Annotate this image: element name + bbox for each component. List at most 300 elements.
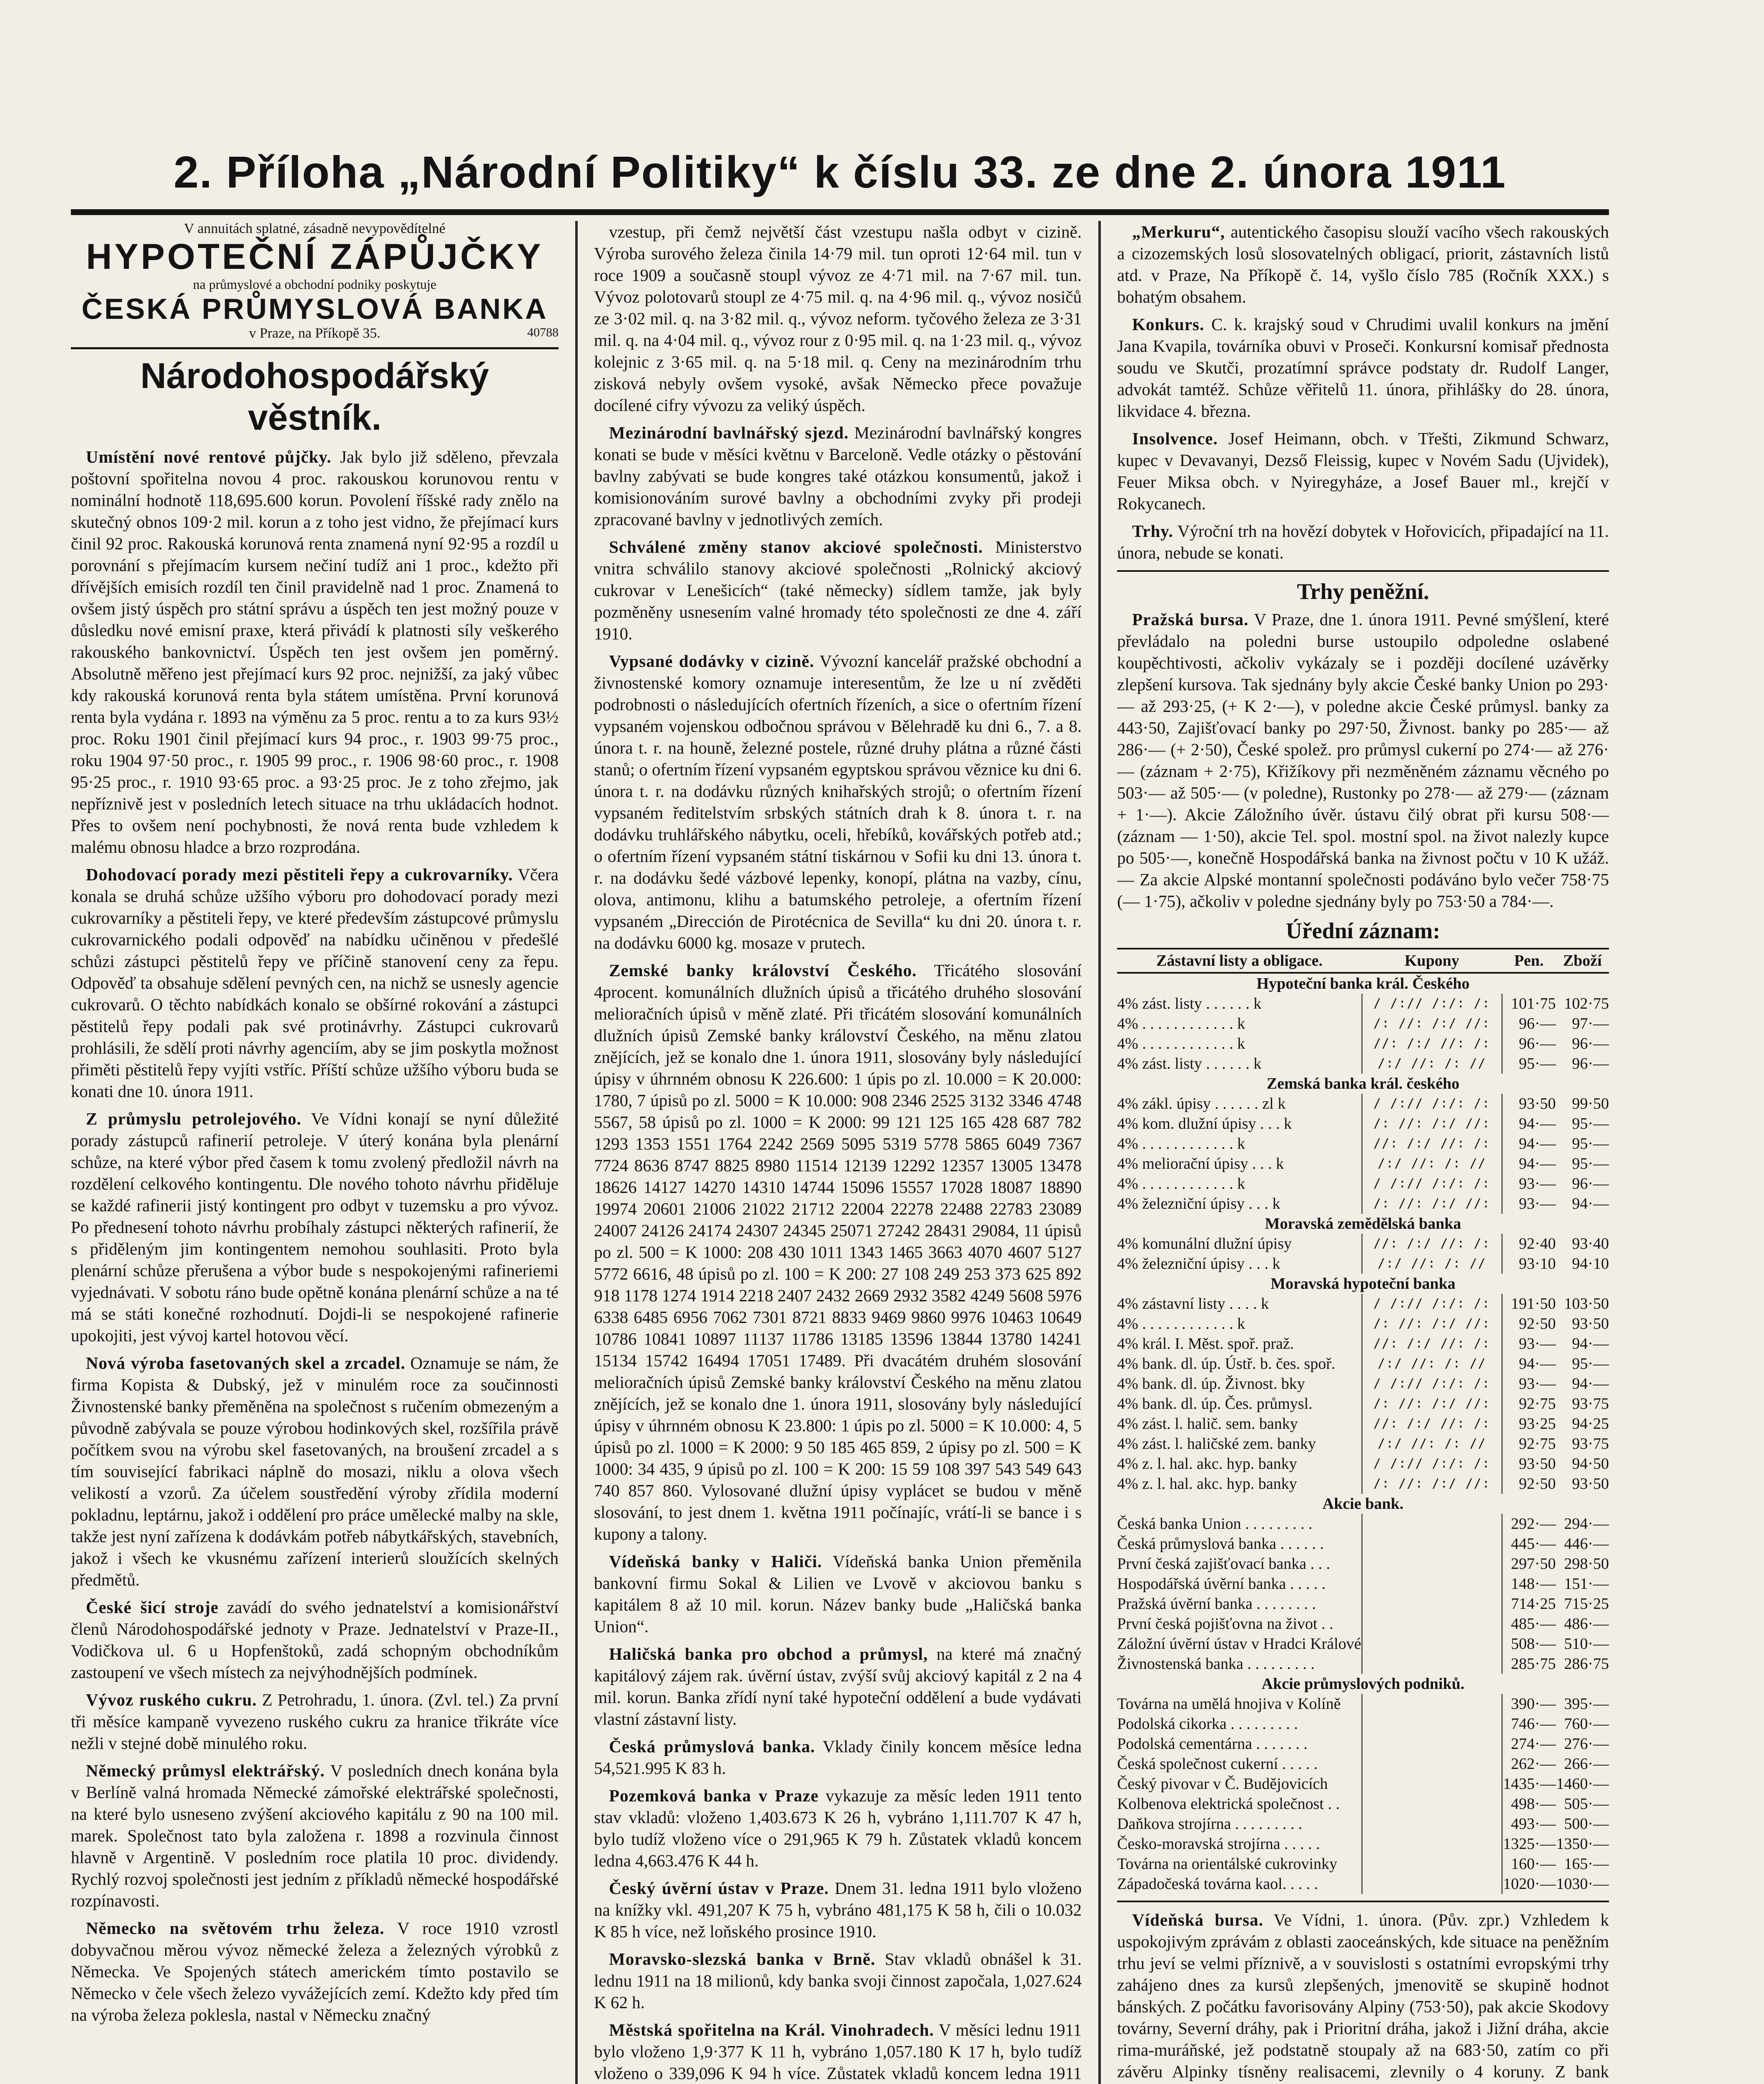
article-lead: Vídeňská banky v Haliči. — [609, 1552, 822, 1571]
cell-n: Hospodářská úvěrní banka . . . . . — [1117, 1575, 1326, 1593]
cell-n: 4% železniční úpisy . . . k — [1117, 1195, 1280, 1212]
article-text: V roce 1910 vzrostl dobyvačnou měrou vývoz německé železa a železných výrobků z Německa. Ve Spojených státech americkém tímto postavilo se Německo v čele všech železo vyvážejících zemí. Kdežto kdy před tím na výroba železa poklesla, nastal v Německu značný — [71, 1919, 559, 2024]
article — [71, 1760, 559, 1911]
newspaper-page — [71, 138, 1609, 2084]
cell-p: 96·— — [1518, 1035, 1556, 1052]
cell-p: 285·75 — [1511, 1655, 1556, 1673]
article-text: Vklady činily koncem měsíce ledna 54,521.995 K 83 h. — [594, 1737, 1082, 1778]
table-subheading: Moravská zemědělská banka — [1265, 1215, 1461, 1232]
article — [594, 1948, 1082, 2013]
vienna-exchange-article — [1117, 1909, 1609, 2084]
cell-z: 96·— — [1572, 1035, 1609, 1052]
cell-n: 4% zást. l. halič. sem. banky — [1117, 1415, 1298, 1433]
prague-exchange-article — [1117, 609, 1609, 912]
cell-c — [1362, 1534, 1502, 1554]
cell-p: 262·— — [1511, 1755, 1556, 1773]
article-text: C. k. krajský soud v Chrudimi uvalil konkurs na jmění Jana Kvapila, továrníka obuvi v Proseči. Konkursní komisař přednosta soudu ve Skutči, prozatímní správce podstaty dr. Rudolf Langer, advokát tamtéž. Schůze věřitelů 11. února, přihlášky do 28. února, likvidace 4. března. — [1117, 315, 1609, 421]
vienna-exchange-text: Ve Vídni, 1. února. (Pův. zpr.) Vzhledem k uspokojivým zprávám z oblasti zaoceánských, kde situace na peněžním trhu jeví se velmi příznivě, a v souvislosti s ostatními evropskými trhy zahájeno dnes za kursů zlepšených, jmenovitě se skupině hodnot bánských. Z počátku favorisovány Alpiny (753·50), pak akcie Skodovy továrny, Severní dráhy, pak i Prioritní dráha, jakož i Jižní dráha, akcie rima-muráňské, jež podstatně stoupaly až na 683·50, zatím co při závěru Alpinky tísněny realisacemi, zlevnily o 4 koruny. Z bank — [1117, 1910, 1609, 2081]
cell-c: /:/ //: /: // — [1362, 1434, 1502, 1454]
cell-p: 445·— — [1511, 1535, 1556, 1553]
cell-z: 94·50 — [1572, 1455, 1609, 1473]
table-row — [1117, 1714, 1609, 1734]
article-lead: Trhy. — [1132, 521, 1173, 541]
cell-c: /:/ //: /: // — [1362, 1354, 1502, 1374]
cell-z: 276·— — [1564, 1735, 1609, 1753]
article — [594, 536, 1082, 644]
cell-p: 498·— — [1511, 1795, 1556, 1813]
article-lead: Z průmyslu petrolejového. — [86, 1109, 302, 1128]
article-text: vzestup, při čemž největší část vzestupu našla odbyt v cizině. Výroba surového železa činila 14·79 mil. tun oproti 12·64 mil. tun v roce 1909 a současně stoupl vývoz ze 4·71 mil. na 7·67 mil. tun. Vývoz polotovarů stoupl ze 4·75 mil. q. na 4·96 mil. q., vývoz nosičů ze 3·02 mil. q. na 3·82 mil. q., vývoz neform. tyčového železa ze 3·31 mil. q. na 4·04 mil. q., vývoz rour z 0·95 mil. q. na 1·23 mil. q., vývoz kolejnic z 3·65 mil. q. na 5·18 mil. q. Ceny na mezinárodním trhu zisková nebyly ovšem vysoké, avšak Německo přece považuje docílené cifry vývozu za veliký úspěch. — [594, 222, 1082, 415]
article-lead: Insolvence. — [1132, 429, 1218, 448]
cell-z: 93·50 — [1572, 1475, 1609, 1493]
cell-p: 94·— — [1518, 1115, 1556, 1132]
header-bonds: Zástavní listy a obligace. — [1117, 949, 1362, 973]
cell-p: 297·50 — [1511, 1555, 1556, 1573]
cell-n: 4% železniční úpisy . . . k — [1117, 1255, 1280, 1272]
article — [1117, 221, 1609, 308]
cell-c: //: /:/ //: /: — [1362, 1414, 1502, 1434]
vienna-exchange-lead: Vídeňská bursa. — [1132, 1910, 1263, 1929]
cell-z: 95·— — [1572, 1355, 1609, 1373]
table-row — [1117, 1174, 1609, 1194]
article-lead: Nová výroba fasetovaných skel a zrcadel. — [86, 1353, 406, 1373]
cell-z: 294·— — [1564, 1515, 1609, 1533]
article-text: vykazuje za měsíc leden 1911 tento stav vkladů: vloženo 1,403.673 K 26 h, vybráno 1,111.707 K 47 h, bylo tudíž vloženo více o 291,965 K 79 h. Zůstatek vkladů koncem ledna 4,663.476 K 44 h. — [594, 1786, 1082, 1870]
cell-p: 93·50 — [1518, 1095, 1556, 1112]
table-row — [1117, 1274, 1609, 1294]
cell-n: Záložní úvěrní ústav v Hradci Králové — [1117, 1635, 1361, 1653]
cell-z: 510·— — [1564, 1635, 1609, 1653]
article-text: Vídeňská banka Union přeměnila bankovní firmu Sokal & Lilien ve Lvově v akciovou banku s kapitálem 8 až 10 mil. korun. Název banky bude „Haličská banka Union“. — [594, 1552, 1082, 1636]
table-row — [1117, 1054, 1609, 1074]
article — [594, 2019, 1082, 2084]
table-row — [1117, 1134, 1609, 1154]
cell-n: 4% z. l. hal. akc. hyp. banky — [1117, 1475, 1297, 1493]
table-subheading: Hypoteční banka král. Českého — [1256, 975, 1470, 992]
cell-z: 97·— — [1572, 1015, 1609, 1032]
cell-n: 4% . . . . . . . . . . . . k — [1117, 1035, 1245, 1052]
cell-p: 92·75 — [1518, 1435, 1556, 1453]
cell-n: 4% . . . . . . . . . . . . k — [1117, 1315, 1245, 1333]
exchange-table-body — [1117, 973, 1609, 1894]
cell-z: 266·— — [1564, 1755, 1609, 1773]
table-row — [1117, 1114, 1609, 1134]
cell-p: 485·— — [1511, 1615, 1556, 1633]
cell-z: 94·— — [1572, 1335, 1609, 1353]
ad-number: 40788 — [527, 326, 559, 339]
article-text: V posledních dnech konána byla v Berlíně valná hromada Německé zámořské elektrářské společnosti, na které bylo usneseno zvýšení akciového kapitálu z 90 na 100 mil. marek. Společnost tato byla založena r. 1898 a rozvinula činnost hlavně v Argentině. V posledním roce platila 10 proc. dividendy. Rychlý rozvoj společnosti jest jedním z příkladů německé hospodářské rozpínavosti. — [71, 1761, 559, 1910]
cell-n: Daňkova strojírna . . . . . . . . . — [1117, 1815, 1303, 1833]
table-row — [1117, 1634, 1609, 1654]
prague-exchange-lead: Pražská bursa. — [1132, 610, 1249, 629]
article-text: zavádí do svého jednatelství a komisionářství členů Národohospodářské jednoty v Praze. Jednatelství v Praze-II., Vodičkova ul. 6 u Hopfenštoků, zadá schopným obchodníkům zastoupení ve všech místech za nejvýhodnějších podmínek. — [71, 1598, 559, 1682]
article — [1117, 313, 1609, 422]
cell-n: 4% komunální dlužní úpisy — [1117, 1235, 1292, 1252]
cell-z: 93·50 — [1572, 1315, 1609, 1333]
cell-p: 508·— — [1511, 1635, 1556, 1653]
cell-c: /: //: /:/ //: — [1362, 1114, 1502, 1134]
article — [594, 1877, 1082, 1942]
table-row — [1117, 1194, 1609, 1214]
article-text: Z Petrohradu, 1. února. (Zvl. tel.) Za první tři měsíce kampaně vyvezeno ruského cukru za hranice třikráte více nežli v stejné době minulého roku. — [71, 1690, 559, 1753]
cell-c: /: //: /:/ //: — [1362, 1394, 1502, 1414]
cell-n: 4% . . . . . . . . . . . . k — [1117, 1135, 1245, 1152]
cell-c — [1362, 1514, 1502, 1534]
article-lead: Haličská banka pro obchod a průmysl, — [609, 1644, 928, 1663]
article-text: Ministerstvo vnitra schválilo stanovy akciové společnosti „Rolnický akciový cukrovar v Lenešicích“ (také německy) sídlem tamže, jak byly pozměněny usnesením valné hromady této společnosti ze dne 4. září 1910. — [594, 537, 1082, 643]
article-lead: Dohodovací porady mezi pěstiteli řepy a cukrovarníky. — [86, 865, 513, 884]
table-row — [1117, 1654, 1609, 1674]
table-row — [1117, 1434, 1609, 1454]
cell-c — [1362, 1614, 1502, 1634]
cell-p: 92·50 — [1518, 1475, 1556, 1493]
article-lead: „Merkuru“, — [1132, 222, 1225, 241]
article — [71, 1917, 559, 2026]
cell-c: / /:// /:/: /: — [1362, 1374, 1502, 1394]
column-1 — [71, 221, 559, 2084]
cell-c: //: /:/ //: /: — [1362, 1034, 1502, 1054]
header-goods: Zboží — [1556, 949, 1609, 973]
cell-c: //: /:/ //: /: — [1362, 1334, 1502, 1354]
cell-p: 93·— — [1518, 1375, 1556, 1393]
cell-c: / /:// /:/: /: — [1362, 1174, 1502, 1194]
column-3-articles — [1117, 221, 1609, 564]
table-row — [1117, 1594, 1609, 1614]
table-subheading: Moravská hypoteční banka — [1270, 1275, 1456, 1292]
cell-n: Česká banka Union . . . . . . . . . — [1117, 1515, 1313, 1533]
table-row — [1117, 1374, 1609, 1394]
cell-p: 148·— — [1511, 1575, 1556, 1593]
table-row — [1117, 1794, 1609, 1814]
cell-z: 760·— — [1564, 1715, 1609, 1733]
cell-c — [1362, 1634, 1502, 1654]
cell-p: 93·— — [1518, 1175, 1556, 1192]
column-divider-1 — [575, 221, 578, 2084]
cell-n: 4% kom. dlužní úpisy . . . k — [1117, 1115, 1292, 1132]
cell-c — [1362, 1874, 1502, 1894]
cell-c — [1362, 1654, 1502, 1674]
article — [1117, 520, 1609, 564]
cell-c — [1362, 1854, 1502, 1874]
table-row — [1117, 1614, 1609, 1634]
markets-rule — [1117, 570, 1609, 572]
cell-n: 4% bank. dl. úp. Živnost. bky — [1117, 1375, 1305, 1393]
masthead-rule — [71, 209, 1609, 215]
cell-z: 99·50 — [1572, 1095, 1609, 1112]
table-row — [1117, 1094, 1609, 1114]
table-row — [1117, 1494, 1609, 1514]
article-text: na které má značný kapitálový zájem rak. úvěrní ústav, zvýší svůj akciový kapitál z 2 na 4 mil. korun. Banka zřídí nyní také hypoteční oddělení a bude vydávati vlastní zástavní listy. — [594, 1644, 1082, 1728]
article-lead: Konkurs. — [1132, 315, 1205, 334]
cell-p: 493·— — [1511, 1815, 1556, 1833]
cell-n: Česká společnost cukerní . . . . . — [1117, 1755, 1318, 1773]
cell-z: 286·75 — [1564, 1655, 1609, 1673]
table-row — [1117, 1014, 1609, 1034]
article — [594, 221, 1082, 416]
cell-p: 746·— — [1511, 1715, 1556, 1733]
cell-z: 151·— — [1564, 1575, 1609, 1593]
table-row — [1117, 1214, 1609, 1234]
ad-address: v Praze, na Příkopě 35. — [249, 326, 381, 341]
ad-address-line — [71, 326, 559, 341]
cell-z: 505·— — [1564, 1795, 1609, 1813]
cell-c: /:/ //: /: // — [1362, 1254, 1502, 1274]
cell-n: 4% zákl. úpisy . . . . . . zl k — [1117, 1095, 1286, 1112]
cell-c — [1362, 1834, 1502, 1854]
ad-line-1: V annuitách splatné, zásadně nevypovědítelné — [184, 221, 446, 236]
column-1-articles — [71, 446, 559, 2026]
cell-p: 95·— — [1518, 1055, 1556, 1072]
cell-p: 101·75 — [1511, 995, 1556, 1012]
cell-c: /:/ //: /: // — [1362, 1154, 1502, 1174]
table-row — [1117, 1674, 1609, 1694]
section-title: Národohospodářský věstník. — [140, 356, 489, 438]
article-text: Josef Heimann, obch. v Třešti, Zikmund Schwarz, kupec v Devavanyi, Dezső Fleissig, kupec v Novém Sadu (Ujvidek), Feuer Miksa obch. v Nyiregyháze, a Josef Bauer ml., krejčí v Rokycanech. — [1117, 429, 1609, 513]
cell-c — [1362, 1714, 1502, 1734]
table-row — [1117, 1254, 1609, 1274]
header-money: Pen. — [1502, 949, 1556, 973]
article-text: autentického časopisu slouží vacího všech rakouských a cizozemských losů slosovatelných obligací, priorit, zástavních listů atd. v Praze, Na Příkopě č. 14, vyšlo číslo 785 (Ročník XXX.) s bohatým obsahem. — [1117, 222, 1609, 306]
table-row — [1117, 1454, 1609, 1474]
cell-n: Pražská úvěrní banka . . . . . . . . — [1117, 1595, 1316, 1613]
cell-p: 1325·— — [1503, 1835, 1556, 1853]
table-row — [1117, 1154, 1609, 1174]
cell-n: První česká pojišťovna na život . . — [1117, 1615, 1333, 1633]
cell-n: 4% . . . . . . . . . . . . k — [1117, 1175, 1245, 1192]
cell-c: / /:// /:/: /: — [1362, 1294, 1502, 1314]
article-text: Dnem 31. ledna 1911 bylo vloženo na knížky vkl. 491,207 K 75 h, vybráno 481,175 K 58 h, čili o 10.032 K 85 h více, než loňského prosince 1910. — [594, 1879, 1082, 1941]
cell-z: 96·— — [1572, 1055, 1609, 1072]
hypotheca-advertisement — [71, 221, 559, 349]
table-row — [1117, 1294, 1609, 1314]
table-row — [1117, 1034, 1609, 1054]
cell-n: Továrna na umělá hnojiva v Kolíně — [1117, 1695, 1341, 1713]
article-lead: Německý průmysl elektrářský. — [86, 1761, 325, 1780]
cell-c — [1362, 1754, 1502, 1774]
article-text: Oznamuje se nám, že firma Kopista & Dubský, jež v minulém roce za součinnosti Živnostenské banky přeměněna na společnost s ručením obmezeným a původně zabývala se pouze výrobou hodinkových skel, rozšířila právě počítkem svou na výrobu skel fasetovaných, na broušení zrcadel a s tím související fabrikaci náplně do mosazi, niklu a olova všech velikostí a vzorů. Za účelem soustředění výroby zřídila moderní pokladnu, leptárnu, jakož i oddělení pro práce umělecké malby na skle, takže jest nyní zařízena k dodávkám potřeb nábytkářských, stavebních, jakož i všech ke vkusnému zařízení interierů sloužících skelných předmětů. — [71, 1353, 559, 1589]
cell-z: 95·— — [1572, 1135, 1609, 1152]
cell-p: 714·25 — [1511, 1595, 1556, 1613]
cell-n: Český pivovar v Č. Budějovicích — [1117, 1775, 1328, 1793]
cell-c: /:/ //: /: // — [1362, 1054, 1502, 1074]
cell-c: /: //: /:/ //: — [1362, 1014, 1502, 1034]
cell-c — [1362, 1814, 1502, 1834]
cell-z: 93·75 — [1572, 1395, 1609, 1413]
header-coupons: Kupony — [1362, 949, 1502, 973]
article-lead: Moravsko-slezská banka v Brně. — [609, 1949, 876, 1969]
article — [71, 864, 559, 1102]
cell-p: 93·— — [1518, 1335, 1556, 1353]
cell-c: /: //: /:/ //: — [1362, 1194, 1502, 1214]
cell-z: 715·25 — [1564, 1595, 1609, 1613]
table-row — [1117, 1334, 1609, 1354]
cell-p: 274·— — [1511, 1735, 1556, 1753]
cell-p: 94·— — [1518, 1355, 1556, 1373]
cell-p: 160·— — [1511, 1855, 1556, 1873]
column-2-articles — [594, 221, 1082, 2084]
cell-n: Živnostenská banka . . . . . . . . . — [1117, 1655, 1315, 1673]
article-text: Vývozní kancelář pražské obchodní a živnostenské komory oznamuje interesentům, že lze u ní zvěděti podrobnosti o následujících ofertních řízeních, a sice o ofertním řízení vypsaném vojenskou odbočnou správou v Bělehradě ku dni 6., 7. a 8. února t. r. na houně, železné postele, různé druhy plátna a různé části stanů; o ofertním řízení vypsaném egyptskou správou věznice ku dni 6. února t. r. na dodávku různých knihařských strojů; o ofertním řízení vypsaném ředitelstvím srbských státních drah k 8. února t. r. na dodávku truhlářského nábytku, oceli, hřebíků, kovářských potřeb atd.; o ofertním řízení vypsaném státní tiskárnou v Sofii ku dni 13. února t. r. na dodávku šedé vázbové lepenky, konopí, plátna na vazby, cínu, olova, antimonu, klihu a batumského petroleje, a ofertním řízení vypsaném „Dirección de Pirotécnica de Sevilla“ ku dni 20. února t. r. na dodávku 6000 kg. mosaze v prutech. — [594, 651, 1082, 952]
ad-bank-name: ČESKÁ PRŮMYSLOVÁ BANKA — [81, 293, 548, 325]
article-lead: Městská spořitelna na Král. Vinohradech. — [609, 2020, 934, 2039]
cell-z: 102·75 — [1564, 995, 1609, 1012]
cell-z: 298·50 — [1564, 1555, 1609, 1573]
article-text: Jak bylo již sděleno, převzala poštovní spořitelna novou 4 proc. rakouskou korunovou rentu v nominální hodnotě 118,695.600 korun. Povolení říšské rady znělo na skutečný obnos 109·2 mil. korun a z toho jest vidno, že přejímací kurs činil 92 proc. Rakouská korunová renta znamená nyní 92·95 a rozdíl u porovnání s přejímacím kursem nečiní tudíž ani 1 proc., kdežto při dřívějších emisích rozdíl ten činil pravidelně nad 1 proc. Znamená to ovšem jistý úspěch pro státní správu a úspěch ten jest možný pouze v důsledku nové emisní praxe, která přivádí k platnosti síly veškerého rakouského bankovnictví. Úspěch ten jest ovšem jen poměrný. Absolutně měřeno jest přejímací kurs 92 proc. nejnižší, za jaký vůbec kdy rakouská korunová renta byla státem umístěna. První korunová renta byla vydána r. 1893 na výměnu za 5 proc. rentu a to za kurs 93½ proc. Roku 1901 činil přejímací kurs 94 proc., r. 1903 99·75 proc., roku 1904 97·50 proc., r. 1905 99 proc., r. 1906 98·60 proc., r. 1908 95·25 proc., r. 1910 93·65 proc. a 93·25 proc. Je z toho zřejmo, jak nepříznivě jest v posledních letech situace na trhu ukládacích hodnot. Přes to ovšem není pochybnosti, že nová renta bude vzhledem k malému obnosu hladce a brzo rozprodána. — [71, 447, 559, 857]
cell-z: 96·— — [1572, 1175, 1609, 1192]
table-row — [1117, 1814, 1609, 1834]
article — [594, 1550, 1082, 1637]
article-text: Výroční trh na hovězí dobytek v Hořovicích, připadající na 11. února, nebude se konati. — [1117, 521, 1609, 562]
table-row — [1117, 1754, 1609, 1774]
table-row — [1117, 1534, 1609, 1554]
cell-z: 486·— — [1564, 1615, 1609, 1633]
column-2 — [594, 221, 1082, 2084]
cell-n: 4% král. I. Měst. spoř. praž. — [1117, 1335, 1294, 1353]
cell-p: 390·— — [1511, 1695, 1556, 1713]
cell-p: 93·50 — [1518, 1455, 1556, 1473]
cell-n: 4% . . . . . . . . . . . . k — [1117, 1015, 1245, 1032]
cell-z: 94·10 — [1572, 1255, 1609, 1272]
article — [594, 1785, 1082, 1871]
column-3 — [1117, 221, 1609, 2084]
cell-z: 93·40 — [1572, 1235, 1609, 1252]
article — [594, 1643, 1082, 1730]
article-text: Třicátého slosování 4procent. komunálních dlužních úpisů a třicátého druhého slosování melioračních úpisů v měně zlaté. Při třicátém slosování komunálních dlužních úpisů Zemské banky království Českého, na měnu zlatou znějících, jež se konalo dne 1. února 1911, slosovány byly následující úpisy v úhrnném obnosu K 226.600: 1 úpis po zl. 10.000 = K 20.000: 1780, 7 úpisů po zl. 5000 = K 10.000: 908 2346 2525 3132 3346 4748 5567, 58 úpisů po zl. 1000 = K 2000: 99 121 125 165 428 687 782 1293 1353 1551 1764 2242 2569 5095 5319 5778 5865 6049 7367 7724 8636 8747 8825 8980 11514 12139 12292 12357 13005 13478 18626 14127 14270 14310 14744 15096 15557 17028 18087 18890 19974 20601 21006 21022 21712 22004 22278 22488 22783 23089 24007 24126 24174 24307 24345 25071 27242 28431 29084, 11 úpisů po zl. 500 = K 1000: 208 430 1011 1343 1465 3663 4070 4607 5127 5772 6616, 48 úpisů po zl. 100 = K 200: 27 108 249 253 373 625 892 918 1178 1274 1914 2218 2407 2432 2669 2932 3582 4249 5608 5976 6338 6485 6956 7062 7301 8721 8833 9469 9860 9976 10463 10649 10786 10841 10897 11137 11786 13185 13596 13844 13780 14241 15134 15742 16494 17051 17489. Při dvacátém druhém slosování melioračních úpisů Zemské banky království Českého na měnu zlatou znějících, jež se konalo dne 1. února 1911, slosovány byly následující úpisy v úhrnném obnosu K 23.800: 1 úpis po zl. 5000 = K 10.000: 4, 5 úpisů po zl. 1000 = K 2000: 9 50 185 465 859, 2 úpisy po zl. 500 = K 1000: 34 435, 9 úpisů po zl. 100 = K 200: 15 59 108 397 543 549 643 740 857 860. Vylosované dlužní úpisy vyplácet se budou v měně slosování, to jest dnem 1. května 1911 počínajíc, vrátí-li se bance i s kupony a talony. — [594, 961, 1082, 1543]
table-row — [1117, 1694, 1609, 1714]
cell-c: /: //: /:/ //: — [1362, 1314, 1502, 1334]
cell-c: / /:// /:/: /: — [1362, 994, 1502, 1014]
cell-n: 4% bank. dl. úp. Čes. průmysl. — [1117, 1395, 1313, 1413]
cell-z: 1350·— — [1556, 1835, 1609, 1853]
table-row — [1117, 1314, 1609, 1334]
table-row — [1117, 973, 1609, 994]
article-lead: Mezinárodní bavlnářský sjezd. — [609, 423, 849, 442]
cell-n: První česká zajišťovací banka . . . — [1117, 1555, 1331, 1573]
cell-p: 96·— — [1518, 1015, 1556, 1032]
cell-p: 1435·— — [1503, 1775, 1556, 1793]
cell-n: 4% z. l. hal. akc. hyp. banky — [1117, 1455, 1297, 1473]
cell-z: 165·— — [1564, 1855, 1609, 1873]
article — [71, 1596, 559, 1683]
table-row — [1117, 1234, 1609, 1254]
article — [71, 1689, 559, 1754]
cell-z: 103·50 — [1564, 1295, 1609, 1313]
article — [594, 650, 1082, 954]
official-record-label: Úřední záznam: — [1285, 918, 1441, 943]
cell-n: 4% meliorační úpisy . . . k — [1117, 1155, 1284, 1172]
article-lead: Umístění nové rentové půjčky. — [86, 447, 332, 466]
table-row — [1117, 1874, 1609, 1894]
table-row — [1117, 1734, 1609, 1754]
article-lead: Vývoz ruského cukru. — [86, 1690, 257, 1709]
cell-p: 92·50 — [1518, 1315, 1556, 1333]
cell-n: 4% zást. listy . . . . . . k — [1117, 1055, 1262, 1072]
cell-n: Česko-moravská strojírna . . . . . — [1117, 1835, 1320, 1853]
table-row — [1117, 1554, 1609, 1574]
cell-n: Západočeská továrna kaol. . . . . — [1117, 1875, 1318, 1893]
cell-c: /: //: /:/ //: — [1362, 1474, 1502, 1494]
cell-z: 1030·— — [1556, 1875, 1609, 1893]
cell-c — [1362, 1734, 1502, 1754]
markets-title: Trhy peněžní. — [1297, 579, 1429, 604]
vienna-rule — [1117, 1901, 1609, 1902]
cell-z: 95·— — [1572, 1115, 1609, 1132]
cell-n: 4% zástavní listy . . . . k — [1117, 1295, 1269, 1313]
table-row — [1117, 1074, 1609, 1094]
cell-c: / /:// /:/: /: — [1362, 1094, 1502, 1114]
article-text: Stav vkladů obnášel k 31. lednu 1911 na 18 milionů, kdy banka svoji činnost započala, 1,027.624 K 62 h. — [594, 1949, 1082, 2012]
cell-z: 94·25 — [1572, 1415, 1609, 1433]
cell-c — [1362, 1554, 1502, 1574]
cell-p: 93·— — [1518, 1195, 1556, 1212]
article-text: V měsíci lednu 1911 bylo vloženo 1,9·377 K 11 h, vybráno 1,057.180 K 17 h, bylo tudíž vloženo o 339,096 K 94 h více. Zůstatek vkladů koncem ledna 1911 — [594, 2020, 1082, 2083]
table-row — [1117, 1834, 1609, 1854]
article — [594, 1736, 1082, 1779]
cell-p: 191·50 — [1511, 1295, 1556, 1313]
cell-z: 94·— — [1572, 1375, 1609, 1393]
cell-z: 500·— — [1564, 1815, 1609, 1833]
cell-z: 95·— — [1572, 1155, 1609, 1172]
cell-c — [1362, 1694, 1502, 1714]
table-subheading: Zemská banka král. českého — [1266, 1075, 1460, 1092]
cell-c — [1362, 1774, 1502, 1794]
cell-p: 93·25 — [1518, 1415, 1556, 1433]
cell-z: 93·75 — [1572, 1435, 1609, 1453]
table-row — [1117, 1354, 1609, 1374]
prague-exchange-text: V Praze, dne 1. února 1911. Pevné smýšlení, které převládalo na poledni burse ustoupilo odpoledne oslabené koupěchtivosti, ačkoliv vykázaly se i později docílené uzávěrky zlepšení kursova. Tak sjednány byly akcie České banky Union po 293·— až 293·25, (+ K 2·—), v poledne akcie České průmysl. banky za 443·50, Zajišťovací banky po 297·50, Živnost. banky po 285·— až 286·— (+ 2·50), České spolež. pro průmysl cukerní po 274·— až 276·— (záznam + 2·75), Křižíkovy při nezměněném záznamu věcného po 503·— až 505·— (v poledne), Rustonky po 278·— až 279·— (záznam + 1·—). Akcie Záložního úvěr. ústavu čilý obrat při kursu 508·— (záznam — 1·50), akcie Tel. spol. mostní spol. na život nalezly kupce po 505·—, konečně Hospodářská banka na živnost počtu v 10 K užáž. — Za akcie Alpské montanní společnosti podáváno bylo večer 758·75 (— 1·75), ačkoliv v poledne sjednány byly po 753·50 a 784·—. — [1117, 610, 1609, 911]
article-lead: České šicí stroje — [86, 1598, 219, 1617]
article-text: Včera konala se druhá schůze užšího výboru pro dohodovací porady mezi cukrovarníky a pěstiteli řepy, ve které především zástupcové průmyslu cukrovarnického podali odpověď na nabídku učiněnou v předešlé schůzi zástupci pěstitelů řepy ve příčině stanovení ceny za řepu. Odpověď ta obsahuje sdělení pevných cen, na nichž se usnesly agencie cukrovarů. O těchto nabídkách konalo se obšírné rokování a zástupci pěstitelů řepy podali pak své protinávrhy. Zástupci cukrovarů prohlásili, že sdělí proti návrhy agenciím, aby se jim poskytla možnost přiměti pěstitelů řepy vyjíti vstříc. Příští schůze užšího výboru buda se konati dne 10. února 1911. — [71, 865, 559, 1101]
cell-n: Kolbenova elektrická společnost . . — [1117, 1795, 1340, 1813]
article — [594, 422, 1082, 530]
cell-n: Továrna na orientálské cukrovinky — [1117, 1855, 1338, 1873]
article-lead: Pozemková banka v Praze — [609, 1786, 819, 1805]
article — [594, 959, 1082, 1545]
article-lead: Český úvěrní ústav v Praze. — [609, 1879, 829, 1898]
cell-n: Česká průmyslová banka . . . . . . — [1117, 1535, 1324, 1553]
article — [71, 1352, 559, 1591]
cell-p: 92·75 — [1518, 1395, 1556, 1413]
cell-p: 94·— — [1518, 1135, 1556, 1152]
article-text: Mezinárodní bavlnářský kongres konati se bude v měsíci květnu v Barceloně. Vedle otázky o pěstování bavlny zabývati se bude kongres také otázkou konsumentů, jakož i komisionováním surové bavlny a obchodními zvyky při prodeji zpracované bavlny v jednotlivých zemích. — [594, 423, 1082, 529]
exchange-table-header — [1117, 949, 1609, 973]
cell-n: 4% bank. dl. úp. Ústř. b. čes. spoř. — [1117, 1355, 1336, 1373]
article-lead: Schválené změny stanov akciové společnosti. — [609, 537, 983, 556]
table-row — [1117, 1474, 1609, 1494]
table-row — [1117, 1394, 1609, 1414]
cell-n: 4% zást. l. haličské zem. banky — [1117, 1435, 1316, 1453]
ad-title: HYPOTEČNÍ ZÁPŮJČKY — [86, 237, 544, 277]
exchange-table — [1117, 948, 1609, 1894]
article — [71, 446, 559, 858]
table-row — [1117, 1514, 1609, 1534]
ad-line-3: na průmyslové a obchodní podniky poskytuje — [193, 277, 436, 292]
cell-c: / /:// /:/: /: — [1362, 1454, 1502, 1474]
cell-p: 292·— — [1511, 1515, 1556, 1533]
article-lead: Česká průmyslová banka. — [609, 1737, 815, 1756]
cell-p: 92·40 — [1518, 1235, 1556, 1252]
table-row — [1117, 1774, 1609, 1794]
table-subheading: Akcie bank. — [1322, 1495, 1404, 1513]
column-divider-2 — [1098, 221, 1101, 2084]
article — [71, 1108, 559, 1346]
cell-n: Podolská cementárna . . . . . . . — [1117, 1735, 1308, 1753]
table-row — [1117, 1414, 1609, 1434]
cell-c: //: /:/ //: /: — [1362, 1134, 1502, 1154]
table-subheading: Akcie průmyslových podniků. — [1261, 1675, 1465, 1693]
article — [1117, 428, 1609, 514]
cell-p: 1020·— — [1503, 1875, 1556, 1893]
